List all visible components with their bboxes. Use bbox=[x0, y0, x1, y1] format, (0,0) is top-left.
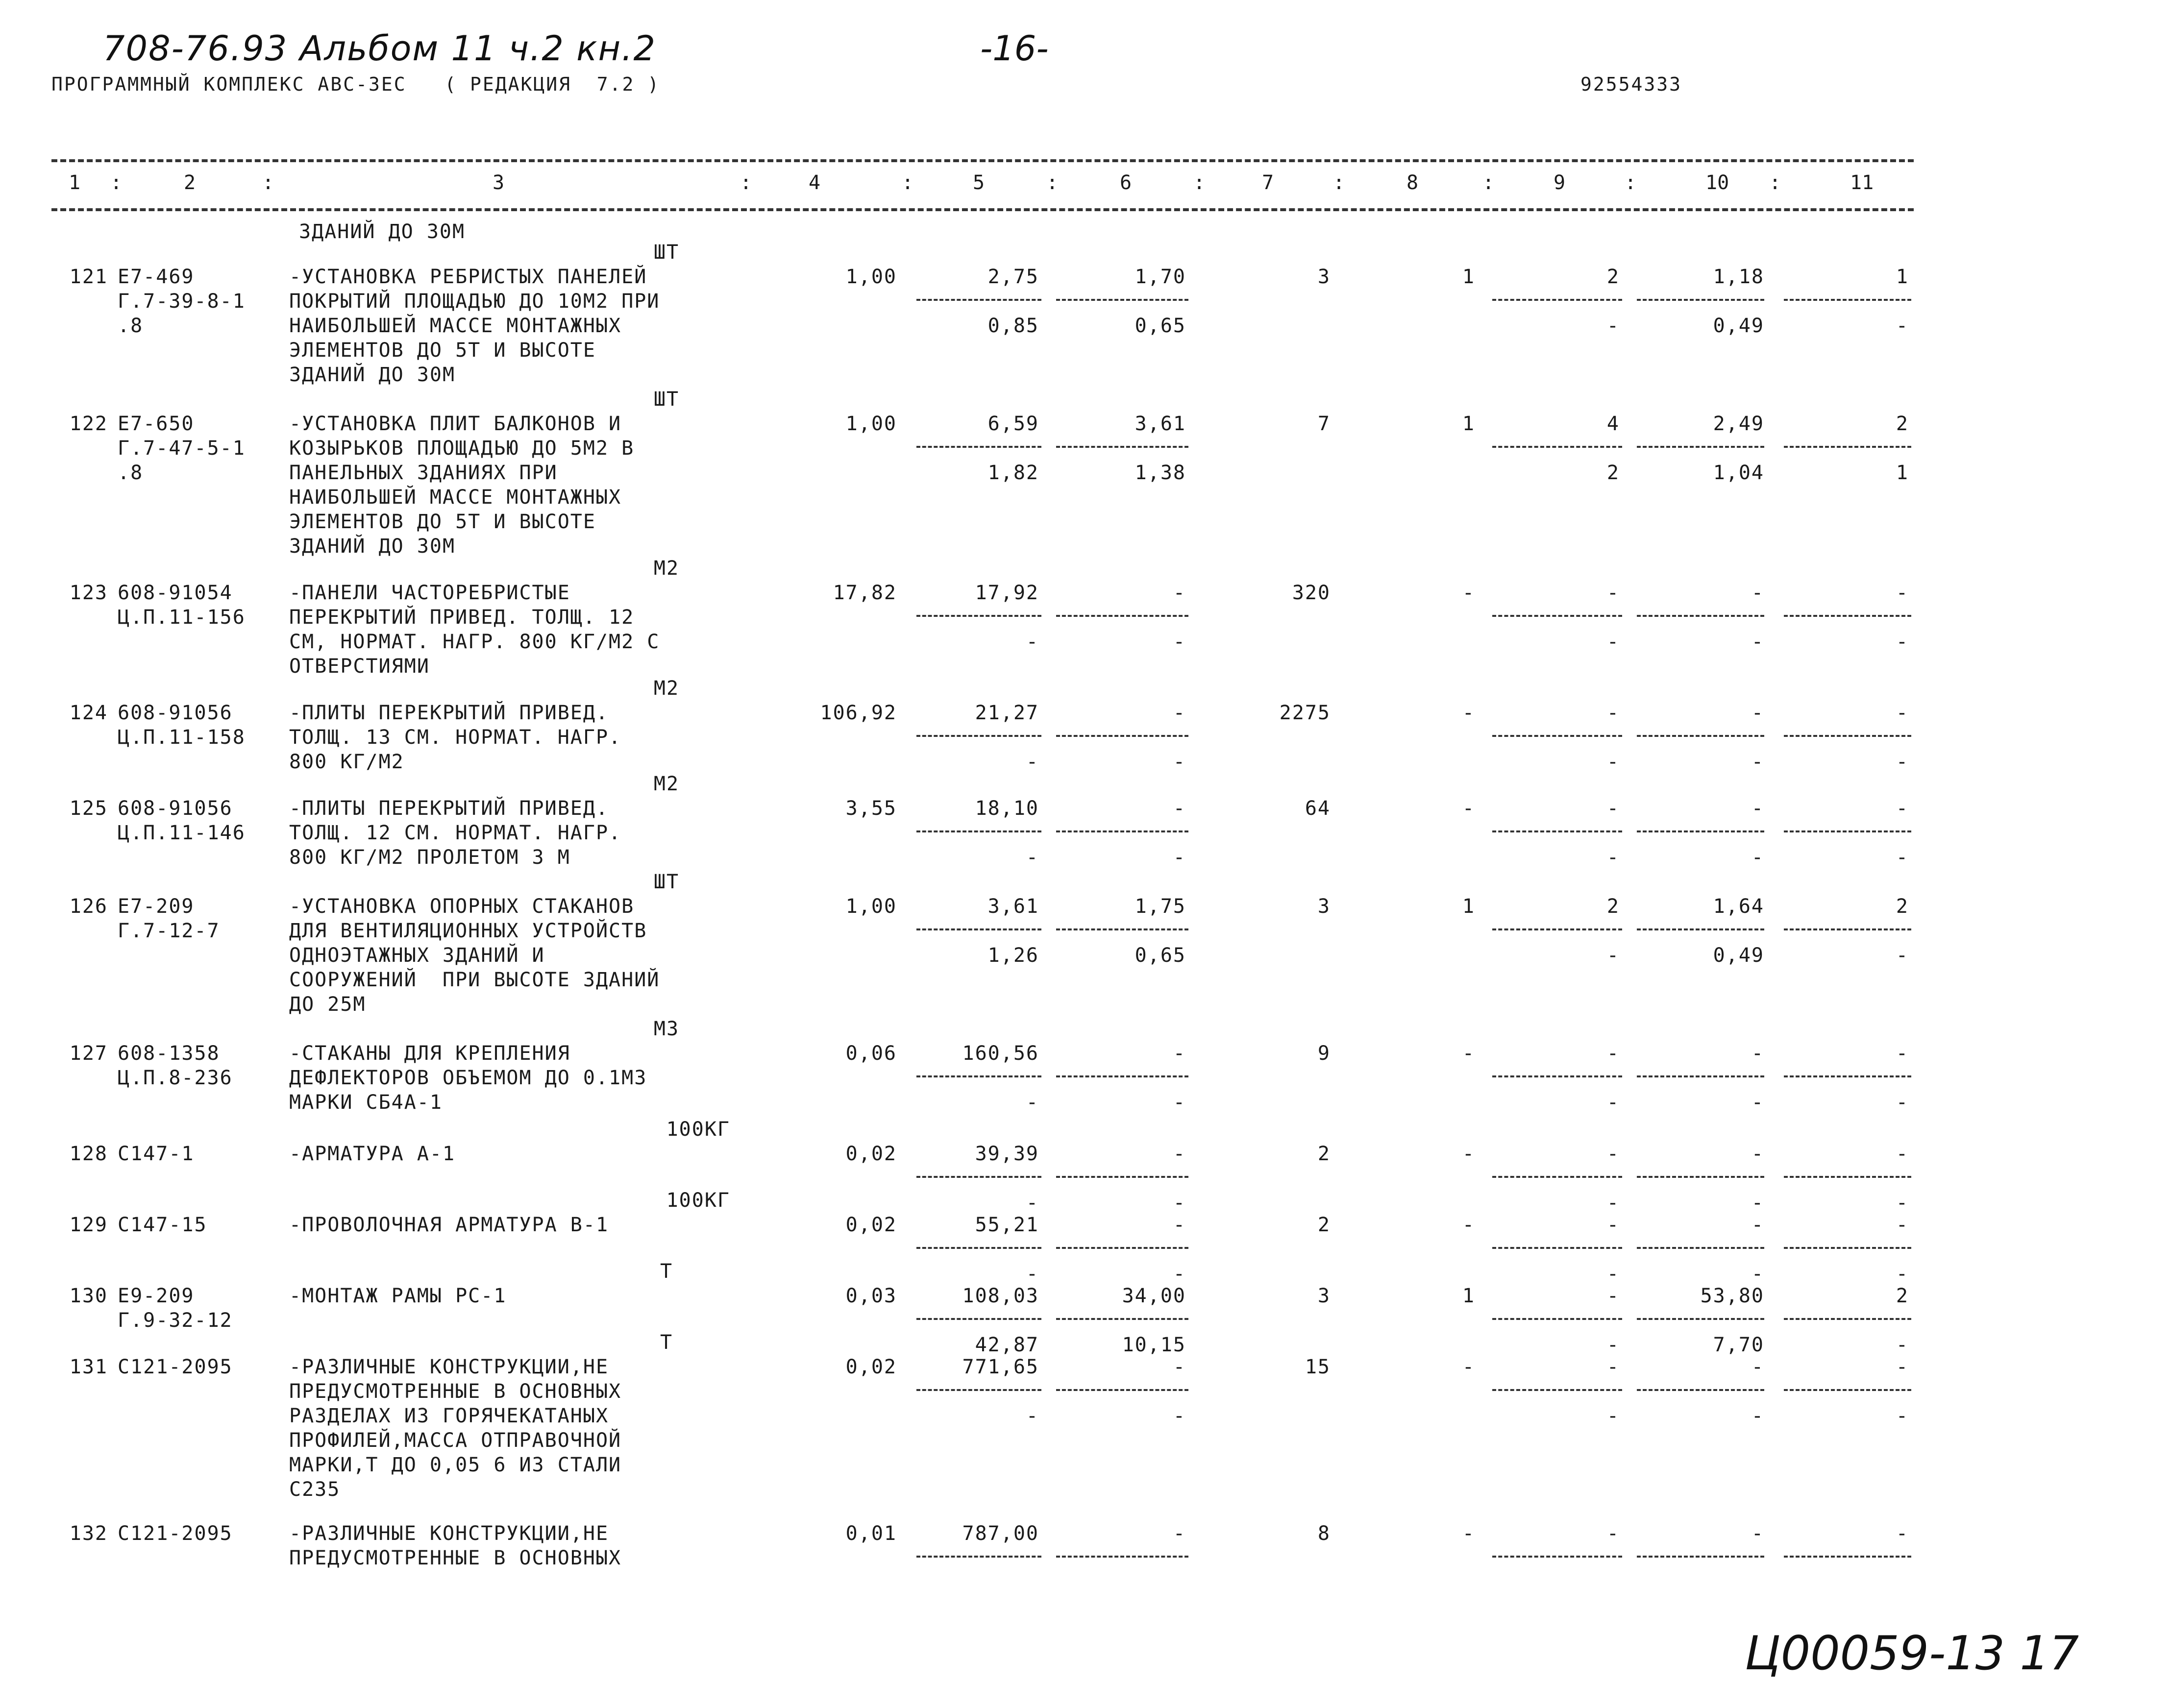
row-col-8: 1 bbox=[1462, 413, 1475, 435]
row-number: 128 bbox=[69, 1143, 108, 1165]
row-col-5: 787,00 bbox=[962, 1522, 1039, 1545]
row-unit: 100КГ bbox=[666, 1189, 730, 1212]
row-col-6-sub: 0,65 bbox=[1135, 315, 1186, 337]
column-separator: : bbox=[902, 171, 914, 194]
row-col-9: - bbox=[1606, 702, 1620, 724]
row-col-6-sub: 1,38 bbox=[1135, 462, 1186, 484]
cell-underline bbox=[1056, 446, 1188, 448]
row-col-6: - bbox=[1173, 582, 1186, 604]
row-col-5-sub: - bbox=[1026, 751, 1039, 773]
row-col-10: - bbox=[1751, 702, 1764, 724]
row-col-8: 1 bbox=[1462, 1285, 1475, 1307]
column-header-11: 11 bbox=[1850, 171, 1874, 194]
row-col-9: - bbox=[1606, 797, 1620, 820]
row-col-5-sub: - bbox=[1026, 631, 1039, 653]
row-col-6: 34,00 bbox=[1122, 1285, 1186, 1307]
row-col-11-sub: - bbox=[1896, 315, 1909, 337]
cell-underline bbox=[1056, 928, 1188, 930]
cell-underline bbox=[1637, 446, 1764, 448]
row-description: -ПЛИТЫ ПЕРЕКРЫТИЙ ПРИВЕД. ТОЛЩ. 13 СМ. НОРМАТ. НАГР. 800 КГ/М2 bbox=[289, 702, 622, 773]
cell-underline bbox=[916, 735, 1041, 737]
row-col-9-sub: - bbox=[1606, 846, 1620, 869]
cell-underline bbox=[1784, 1556, 1911, 1558]
cell-underline bbox=[1784, 1318, 1911, 1320]
row-col-11: 2 bbox=[1896, 413, 1909, 435]
cell-underline bbox=[1492, 735, 1622, 737]
row-description: -ПРОВОЛОЧНАЯ АРМАТУРА В-1 bbox=[289, 1214, 609, 1236]
cell-underline bbox=[1056, 1075, 1188, 1077]
cell-underline bbox=[1056, 615, 1188, 617]
row-col-7: 3 bbox=[1317, 1285, 1331, 1307]
row-unit: 100КГ bbox=[666, 1118, 730, 1141]
row-description: -УСТАНОВКА ПЛИТ БАЛКОНОВ И КОЗЫРЬКОВ ПЛОЩАДЬЮ ДО 5М2 В ПАНЕЛЬНЫХ ЗДАНИЯХ ПРИ НАИБОЛЬШЕЙ МАССЕ МОНТАЖНЫХ ЭЛЕМЕНТОВ ДО 5Т И ВЫСОТЕ ЗДАНИЙ ДО 30М bbox=[289, 413, 635, 558]
column-header-7: 7 bbox=[1262, 171, 1274, 194]
document-code: 92554333 bbox=[1580, 73, 1682, 95]
row-col-4: 1,00 bbox=[845, 413, 897, 435]
row-col-11: 2 bbox=[1896, 1285, 1909, 1307]
row-col-5: 18,10 bbox=[975, 797, 1039, 820]
row-col-4: 17,82 bbox=[833, 582, 897, 604]
row-col-10-sub: 0,49 bbox=[1713, 944, 1764, 967]
row-col-8: 1 bbox=[1462, 895, 1475, 918]
row-code: Е9-209 Г.9-32-12 bbox=[118, 1285, 233, 1332]
cell-underline bbox=[1637, 928, 1764, 930]
row-col-5-sub: - bbox=[1026, 846, 1039, 869]
row-col-10: 2,49 bbox=[1713, 413, 1764, 435]
row-col-11: 1 bbox=[1896, 266, 1909, 288]
row-col-11: - bbox=[1896, 1143, 1909, 1165]
row-col-4: 0,02 bbox=[845, 1214, 897, 1236]
column-separator: : bbox=[262, 171, 274, 194]
row-col-11-sub: 1 bbox=[1896, 462, 1909, 484]
row-col-4: 1,00 bbox=[845, 266, 897, 288]
row-col-9-sub: - bbox=[1606, 1263, 1620, 1285]
row-col-9-sub: - bbox=[1606, 1334, 1620, 1356]
column-header-6: 6 bbox=[1120, 171, 1132, 194]
row-col-11-sub: - bbox=[1896, 1405, 1909, 1427]
row-col-11: - bbox=[1896, 1356, 1909, 1378]
row-col-10: - bbox=[1751, 1143, 1764, 1165]
document-title: 708-76.93 Альбом 11 ч.2 кн.2 bbox=[103, 28, 657, 69]
row-unit: Т bbox=[660, 1331, 673, 1354]
row-col-10: - bbox=[1751, 582, 1764, 604]
row-col-8: - bbox=[1462, 702, 1475, 724]
cell-underline bbox=[1637, 299, 1764, 301]
row-col-9-sub: 2 bbox=[1606, 462, 1620, 484]
cell-underline bbox=[1637, 1318, 1764, 1320]
row-unit: ШТ bbox=[653, 871, 680, 893]
row-number: 126 bbox=[69, 895, 108, 918]
row-col-7: 320 bbox=[1292, 582, 1331, 604]
row-col-4: 3,55 bbox=[845, 797, 897, 820]
column-header-5: 5 bbox=[973, 171, 985, 194]
row-col-4: 0,02 bbox=[845, 1143, 897, 1165]
row-col-10-sub: 7,70 bbox=[1713, 1334, 1764, 1356]
row-col-11: - bbox=[1896, 1214, 1909, 1236]
cell-underline bbox=[1784, 446, 1911, 448]
row-col-10-sub: - bbox=[1751, 1263, 1764, 1285]
row-code: 608-1358 Ц.П.8-236 bbox=[118, 1042, 233, 1089]
row-unit: ШТ bbox=[653, 241, 680, 264]
row-description: -УСТАНОВКА РЕБРИСТЫХ ПАНЕЛЕЙ ПОКРЫТИЙ ПЛОЩАДЬЮ ДО 10М2 ПРИ НАИБОЛЬШЕЙ МАССЕ МОНТАЖНЫХ ЭЛЕМЕНТОВ ДО 5Т И ВЫСОТЕ ЗДАНИЙ ДО 30М bbox=[289, 266, 660, 386]
cell-underline bbox=[1492, 1389, 1622, 1391]
row-col-5-sub: 42,87 bbox=[975, 1334, 1039, 1356]
row-number: 121 bbox=[69, 266, 108, 288]
cell-underline bbox=[916, 1247, 1041, 1249]
row-unit: М3 bbox=[653, 1018, 680, 1040]
cell-underline bbox=[916, 1075, 1041, 1077]
column-separator: : bbox=[1769, 171, 1781, 194]
header-top-rule bbox=[51, 159, 1914, 162]
column-header-9: 9 bbox=[1554, 171, 1566, 194]
row-number: 131 bbox=[69, 1356, 108, 1378]
row-col-7: 3 bbox=[1317, 266, 1331, 288]
row-col-5: 6,59 bbox=[987, 413, 1039, 435]
row-description: -АРМАТУРА А-1 bbox=[289, 1143, 456, 1165]
row-col-11-sub: - bbox=[1896, 944, 1909, 967]
row-col-11: 2 bbox=[1896, 895, 1909, 918]
row-number: 129 bbox=[69, 1214, 108, 1236]
row-col-8: - bbox=[1462, 582, 1475, 604]
cell-underline bbox=[1637, 1389, 1764, 1391]
row-code: 608-91056 Ц.П.11-158 bbox=[118, 702, 246, 749]
column-separator: : bbox=[1046, 171, 1059, 194]
row-col-6: - bbox=[1173, 702, 1186, 724]
row-col-5-sub: 1,82 bbox=[987, 462, 1039, 484]
cell-underline bbox=[916, 446, 1041, 448]
cell-underline bbox=[1637, 1556, 1764, 1558]
row-col-8: - bbox=[1462, 1356, 1475, 1378]
cell-underline bbox=[1056, 1176, 1188, 1178]
row-col-6-sub: - bbox=[1173, 1405, 1186, 1427]
cell-underline bbox=[1637, 1176, 1764, 1178]
cell-underline bbox=[916, 1318, 1041, 1320]
row-col-6: - bbox=[1173, 1042, 1186, 1065]
cell-underline bbox=[1492, 928, 1622, 930]
row-col-8: - bbox=[1462, 1522, 1475, 1545]
row-col-7: 15 bbox=[1305, 1356, 1331, 1378]
row-col-6: - bbox=[1173, 1214, 1186, 1236]
row-col-5-sub: 0,85 bbox=[987, 315, 1039, 337]
row-col-10-sub: - bbox=[1751, 846, 1764, 869]
row-col-9: - bbox=[1606, 1285, 1620, 1307]
row-col-6-sub: - bbox=[1173, 631, 1186, 653]
cell-underline bbox=[1492, 830, 1622, 832]
row-col-7: 7 bbox=[1317, 413, 1331, 435]
row-col-10: - bbox=[1751, 1042, 1764, 1065]
row-col-7: 8 bbox=[1317, 1522, 1331, 1545]
cell-underline bbox=[1056, 1389, 1188, 1391]
row-code: Е7-469 Г.7-39-8-1 .8 bbox=[118, 266, 246, 337]
row-col-10-sub: - bbox=[1751, 631, 1764, 653]
row-col-11-sub: - bbox=[1896, 1192, 1909, 1214]
row-col-10: 1,64 bbox=[1713, 895, 1764, 918]
cell-underline bbox=[916, 928, 1041, 930]
column-separator: : bbox=[740, 171, 752, 194]
column-header-4: 4 bbox=[809, 171, 821, 194]
row-col-9: - bbox=[1606, 1042, 1620, 1065]
column-separator: : bbox=[1333, 171, 1345, 194]
row-col-10-sub: - bbox=[1751, 751, 1764, 773]
row-col-5: 39,39 bbox=[975, 1143, 1039, 1165]
row-description: -СТАКАНЫ ДЛЯ КРЕПЛЕНИЯ ДЕФЛЕКТОРОВ ОБЪЕМОМ ДО 0.1М3 МАРКИ СБ4А-1 bbox=[289, 1042, 647, 1114]
cell-underline bbox=[1056, 299, 1188, 301]
row-col-6: - bbox=[1173, 797, 1186, 820]
cell-underline bbox=[1637, 735, 1764, 737]
row-col-7: 9 bbox=[1317, 1042, 1331, 1065]
row-unit: Т bbox=[660, 1260, 673, 1283]
row-col-4: 0,06 bbox=[845, 1042, 897, 1065]
column-separator: : bbox=[1193, 171, 1206, 194]
column-header-3: 3 bbox=[493, 171, 505, 194]
header-bottom-rule bbox=[51, 208, 1914, 211]
row-col-10: - bbox=[1751, 797, 1764, 820]
row-col-4: 0,02 bbox=[845, 1356, 897, 1378]
row-col-9: 2 bbox=[1606, 895, 1620, 918]
row-col-11: - bbox=[1896, 582, 1909, 604]
cell-underline bbox=[1492, 299, 1622, 301]
row-col-4: 0,01 bbox=[845, 1522, 897, 1545]
cell-underline bbox=[1492, 1318, 1622, 1320]
row-col-6-sub: - bbox=[1173, 1091, 1186, 1114]
row-col-11: - bbox=[1896, 797, 1909, 820]
row-col-5-sub: - bbox=[1026, 1405, 1039, 1427]
cell-underline bbox=[1492, 1075, 1622, 1077]
cell-underline bbox=[1784, 928, 1911, 930]
row-col-10: - bbox=[1751, 1214, 1764, 1236]
row-col-6: 3,61 bbox=[1135, 413, 1186, 435]
row-col-5: 17,92 bbox=[975, 582, 1039, 604]
row-description: -ПАНЕЛИ ЧАСТОРЕБРИСТЫЕ ПЕРЕКРЫТИЙ ПРИВЕД. ТОЛЩ. 12 СМ, НОРМАТ. НАГР. 800 КГ/М2 С ОТВЕРСТИЯМИ bbox=[289, 582, 660, 678]
cell-underline bbox=[1056, 1247, 1188, 1249]
row-col-11-sub: - bbox=[1896, 1334, 1909, 1356]
row-col-5: 3,61 bbox=[987, 895, 1039, 918]
row-code: С121-2095 bbox=[118, 1522, 233, 1545]
row-code: 608-91054 Ц.П.11-156 bbox=[118, 582, 246, 629]
column-separator: : bbox=[1482, 171, 1495, 194]
cell-underline bbox=[1056, 1556, 1188, 1558]
row-col-7: 64 bbox=[1305, 797, 1331, 820]
cell-underline bbox=[916, 830, 1041, 832]
cell-underline bbox=[1492, 615, 1622, 617]
cell-underline bbox=[1637, 830, 1764, 832]
row-unit: М2 bbox=[653, 773, 680, 795]
row-col-7: 2 bbox=[1317, 1214, 1331, 1236]
row-number: 130 bbox=[69, 1285, 108, 1307]
row-col-6: - bbox=[1173, 1522, 1186, 1545]
row-code: 608-91056 Ц.П.11-146 bbox=[118, 797, 246, 844]
row-col-9: - bbox=[1606, 1522, 1620, 1545]
row-col-5-sub: - bbox=[1026, 1091, 1039, 1114]
row-number: 125 bbox=[69, 797, 108, 820]
cell-underline bbox=[1056, 1318, 1188, 1320]
row-col-11-sub: - bbox=[1896, 846, 1909, 869]
row-code: Е7-650 Г.7-47-5-1 .8 bbox=[118, 413, 246, 484]
row-number: 132 bbox=[69, 1522, 108, 1545]
row-col-9-sub: - bbox=[1606, 631, 1620, 653]
row-col-9-sub: - bbox=[1606, 315, 1620, 337]
column-header-2: 2 bbox=[184, 171, 196, 194]
row-unit: М2 bbox=[653, 677, 680, 700]
row-col-5: 21,27 bbox=[975, 702, 1039, 724]
row-col-9-sub: - bbox=[1606, 751, 1620, 773]
cell-underline bbox=[1056, 735, 1188, 737]
row-col-11: - bbox=[1896, 1522, 1909, 1545]
row-col-5: 771,65 bbox=[962, 1356, 1039, 1378]
row-unit: М2 bbox=[653, 557, 680, 580]
row-description: -УСТАНОВКА ОПОРНЫХ СТАКАНОВ ДЛЯ ВЕНТИЛЯЦИОННЫХ УСТРОЙСТВ ОДНОЭТАЖНЫХ ЗДАНИЙ И СООРУЖЕНИЙ ПРИ ВЫСОТЕ ЗДАНИЙ ДО 25М bbox=[289, 895, 660, 1016]
cell-underline bbox=[1492, 1247, 1622, 1249]
row-col-6: - bbox=[1173, 1143, 1186, 1165]
cell-underline bbox=[916, 1389, 1041, 1391]
row-description: -ПЛИТЫ ПЕРЕКРЫТИЙ ПРИВЕД. ТОЛЩ. 12 СМ. НОРМАТ. НАГР. 800 КГ/М2 ПРОЛЕТОМ 3 М bbox=[289, 797, 622, 869]
row-col-7: 3 bbox=[1317, 895, 1331, 918]
row-col-6: 1,70 bbox=[1135, 266, 1186, 288]
row-col-9: - bbox=[1606, 1143, 1620, 1165]
row-col-8: - bbox=[1462, 1143, 1475, 1165]
handwritten-footer-note: Ц00059-13 17 bbox=[1745, 1627, 2079, 1681]
cell-underline bbox=[1784, 1075, 1911, 1077]
row-col-9: - bbox=[1606, 1356, 1620, 1378]
cell-underline bbox=[1492, 1176, 1622, 1178]
cell-underline bbox=[916, 615, 1041, 617]
row-col-9-sub: - bbox=[1606, 1405, 1620, 1427]
row-col-10: - bbox=[1751, 1522, 1764, 1545]
row-col-9-sub: - bbox=[1606, 944, 1620, 967]
cell-underline bbox=[1637, 1075, 1764, 1077]
row-code: С147-1 bbox=[118, 1143, 195, 1165]
row-col-9: - bbox=[1606, 582, 1620, 604]
cell-underline bbox=[1784, 615, 1911, 617]
row-number: 127 bbox=[69, 1042, 108, 1065]
row-col-9: 2 bbox=[1606, 266, 1620, 288]
row-col-11-sub: - bbox=[1896, 631, 1909, 653]
column-separator: : bbox=[110, 171, 123, 194]
cell-underline bbox=[1637, 615, 1764, 617]
row-col-6-sub: 10,15 bbox=[1122, 1334, 1186, 1356]
row-col-10: 1,18 bbox=[1713, 266, 1764, 288]
row-col-6-sub: - bbox=[1173, 1263, 1186, 1285]
row-col-6-sub: - bbox=[1173, 751, 1186, 773]
row-col-5: 2,75 bbox=[987, 266, 1039, 288]
row-col-7: 2275 bbox=[1279, 702, 1331, 724]
cell-underline bbox=[916, 1556, 1041, 1558]
row-col-6-sub: - bbox=[1173, 1192, 1186, 1214]
cell-underline bbox=[1492, 1556, 1622, 1558]
row-col-6: - bbox=[1173, 1356, 1186, 1378]
cell-underline bbox=[1784, 1389, 1911, 1391]
row-description: -МОНТАЖ РАМЫ РС-1 bbox=[289, 1285, 507, 1307]
column-header-1: 1 bbox=[69, 171, 81, 194]
row-col-11-sub: - bbox=[1896, 751, 1909, 773]
row-col-10-sub: - bbox=[1751, 1192, 1764, 1214]
row-col-10-sub: - bbox=[1751, 1091, 1764, 1114]
row-col-5-sub: 1,26 bbox=[987, 944, 1039, 967]
row-col-8: - bbox=[1462, 1042, 1475, 1065]
cell-underline bbox=[916, 1176, 1041, 1178]
row-col-10-sub: - bbox=[1751, 1405, 1764, 1427]
row-col-11-sub: - bbox=[1896, 1263, 1909, 1285]
row-col-9: - bbox=[1606, 1214, 1620, 1236]
row-col-11: - bbox=[1896, 1042, 1909, 1065]
row-col-5: 160,56 bbox=[962, 1042, 1039, 1065]
row-col-5: 55,21 bbox=[975, 1214, 1039, 1236]
row-col-10: - bbox=[1751, 1356, 1764, 1378]
row-col-10-sub: 0,49 bbox=[1713, 315, 1764, 337]
row-col-7: 2 bbox=[1317, 1143, 1331, 1165]
row-code: Е7-209 Г.7-12-7 bbox=[118, 895, 220, 942]
row-col-4: 0,03 bbox=[845, 1285, 897, 1307]
row-col-4: 106,92 bbox=[820, 702, 897, 724]
row-col-5: 108,03 bbox=[962, 1285, 1039, 1307]
row-number: 124 bbox=[69, 702, 108, 724]
row-col-11: - bbox=[1896, 702, 1909, 724]
row-number: 122 bbox=[69, 413, 108, 435]
row-unit: ШТ bbox=[653, 388, 680, 411]
row-col-5-sub: - bbox=[1026, 1192, 1039, 1214]
row-col-6-sub: 0,65 bbox=[1135, 944, 1186, 967]
cell-underline bbox=[1784, 1176, 1911, 1178]
row-description: -РАЗЛИЧНЫЕ КОНСТРУКЦИИ,НЕ ПРЕДУСМОТРЕННЫЕ В ОСНОВНЫХ РАЗДЕЛАХ ИЗ ГОРЯЧЕКАТАНЫХ ПРОФИЛЕЙ,МАССА ОТПРАВОЧНОЙ МАРКИ,Т ДО 0,05 6 ИЗ СТАЛИ С235 bbox=[289, 1356, 622, 1501]
row-col-8: - bbox=[1462, 1214, 1475, 1236]
row-code: С147-15 bbox=[118, 1214, 207, 1236]
row-col-4: 1,00 bbox=[845, 895, 897, 918]
row-col-8: 1 bbox=[1462, 266, 1475, 288]
column-header-10: 10 bbox=[1705, 171, 1729, 194]
row-col-6: 1,75 bbox=[1135, 895, 1186, 918]
row-col-10-sub: 1,04 bbox=[1713, 462, 1764, 484]
cell-underline bbox=[1784, 830, 1911, 832]
column-separator: : bbox=[1625, 171, 1637, 194]
row-number: 123 bbox=[69, 582, 108, 604]
row-col-8: - bbox=[1462, 797, 1475, 820]
program-label: ПРОГРАММНЫЙ КОМПЛЕКС АВС-ЗЕС ( РЕДАКЦИЯ 7.2 ) bbox=[51, 73, 661, 95]
row-code: С121-2095 bbox=[118, 1356, 233, 1378]
row-col-5-sub: - bbox=[1026, 1263, 1039, 1285]
row-col-9-sub: - bbox=[1606, 1091, 1620, 1114]
row-col-6-sub: - bbox=[1173, 846, 1186, 869]
page-number: -16- bbox=[980, 28, 1049, 69]
cell-underline bbox=[1784, 1247, 1911, 1249]
row-col-10: 53,80 bbox=[1700, 1285, 1764, 1307]
row-col-9-sub: - bbox=[1606, 1192, 1620, 1214]
column-header-8: 8 bbox=[1406, 171, 1419, 194]
row-col-11-sub: - bbox=[1896, 1091, 1909, 1114]
cell-underline bbox=[1784, 299, 1911, 301]
continuation-text: ЗДАНИЙ ДО 30М bbox=[299, 220, 466, 243]
cell-underline bbox=[1492, 446, 1622, 448]
row-description: -РАЗЛИЧНЫЕ КОНСТРУКЦИИ,НЕ ПРЕДУСМОТРЕННЫЕ В ОСНОВНЫХ bbox=[289, 1522, 622, 1569]
cell-underline bbox=[1784, 735, 1911, 737]
row-col-9: 4 bbox=[1606, 413, 1620, 435]
cell-underline bbox=[916, 299, 1041, 301]
cell-underline bbox=[1056, 830, 1188, 832]
cell-underline bbox=[1637, 1247, 1764, 1249]
